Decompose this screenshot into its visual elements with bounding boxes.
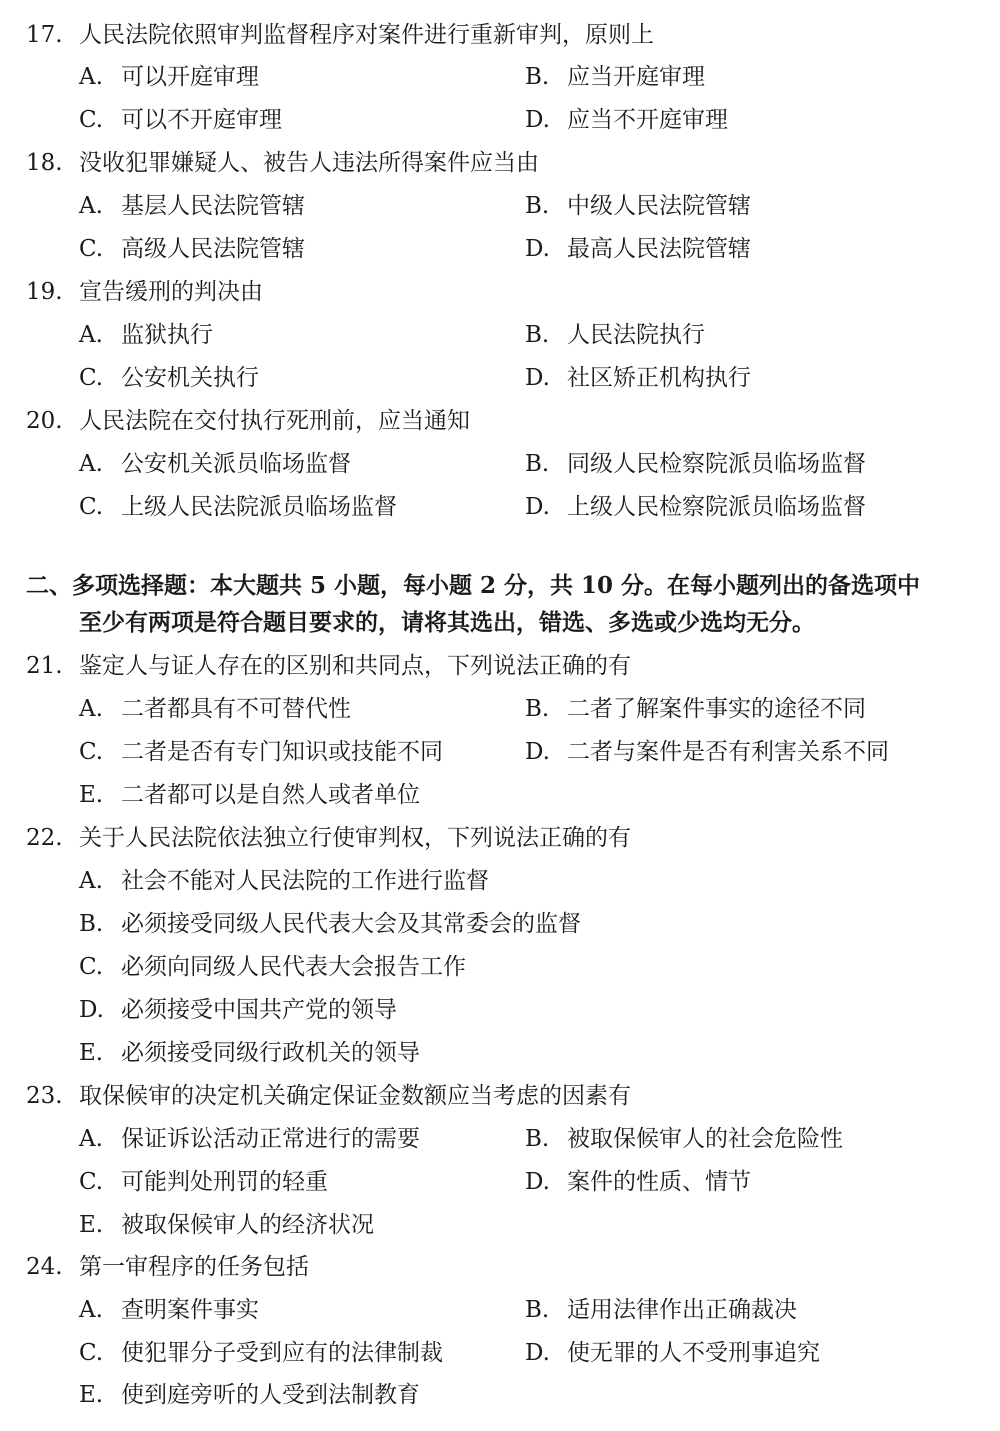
option-d: D. 最高人民法院管辖 (525, 236, 751, 262)
option-c: C. 上级人民法院派员临场监督 (79, 494, 397, 520)
section-two-instructions: 至少有两项是符合题目要求的，请将其选出，错选、多选或少选均无分。 (79, 609, 815, 636)
option-b: B. 同级人民检察院派员临场监督 (525, 451, 866, 477)
option-d: D. 使无罪的人不受刑事追究 (525, 1340, 820, 1366)
question-number: 23. (26, 1083, 63, 1109)
question-number: 24. (26, 1254, 63, 1280)
option-b: B. 适用法律作出正确裁决 (525, 1297, 797, 1323)
option-c: C. 二者是否有专门知识或技能不同 (79, 739, 443, 765)
option-c: C. 使犯罪分子受到应有的法律制裁 (79, 1340, 443, 1366)
option-b: B. 应当开庭审理 (525, 64, 705, 90)
question-text: 没收犯罪嫌疑人、被告人违法所得案件应当由 (79, 150, 539, 176)
option-d: D. 必须接受中国共产党的领导 (79, 997, 397, 1023)
question-number: 17. (26, 22, 63, 48)
option-e: E. 必须接受同级行政机关的领导 (79, 1040, 420, 1066)
option-d: D. 应当不开庭审理 (525, 107, 728, 133)
option-a: A. 公安机关派员临场监督 (79, 451, 351, 477)
question-text: 人民法院依照审判监督程序对案件进行重新审判，原则上 (79, 22, 654, 48)
option-a: A. 基层人民法院管辖 (79, 193, 305, 219)
option-b: B. 中级人民法院管辖 (525, 193, 751, 219)
option-e: E. 二者都可以是自然人或者单位 (79, 782, 420, 808)
question-number: 21. (26, 653, 63, 679)
option-c: C. 可能判处刑罚的轻重 (79, 1169, 328, 1195)
option-a: A. 监狱执行 (79, 322, 213, 348)
question-text: 宣告缓刑的判决由 (79, 279, 263, 305)
option-b: B. 人民法院执行 (525, 322, 705, 348)
question-number: 20. (26, 408, 63, 434)
option-d: D. 社区矫正机构执行 (525, 365, 751, 391)
option-b: B. 被取保候审人的社会危险性 (525, 1126, 843, 1152)
question-text: 人民法院在交付执行死刑前，应当通知 (79, 408, 470, 434)
question-number: 22. (26, 825, 63, 851)
question-number: 19. (26, 279, 63, 305)
option-b: B. 必须接受同级人民代表大会及其常委会的监督 (79, 911, 581, 937)
option-e: E. 被取保候审人的经济状况 (79, 1212, 374, 1238)
question-text: 鉴定人与证人存在的区别和共同点，下列说法正确的有 (79, 653, 631, 679)
question-number: 18. (26, 150, 63, 176)
option-b: B. 二者了解案件事实的途径不同 (525, 696, 866, 722)
question-text: 关于人民法院依法独立行使审判权，下列说法正确的有 (79, 825, 631, 851)
option-c: C. 必须向同级人民代表大会报告工作 (79, 954, 466, 980)
option-d: D. 上级人民检察院派员临场监督 (525, 494, 866, 520)
option-a: A. 保证诉讼活动正常进行的需要 (79, 1126, 420, 1152)
option-a: A. 社会不能对人民法院的工作进行监督 (79, 868, 489, 894)
question-text: 取保候审的决定机关确定保证金数额应当考虑的因素有 (79, 1083, 631, 1109)
section-two-heading: 二、多项选择题：本大题共 5 小题，每小题 2 分，共 10 分。在每小题列出的备选项中 (26, 572, 921, 599)
option-a: A. 可以开庭审理 (79, 64, 259, 90)
option-c: C. 公安机关执行 (79, 365, 259, 391)
option-c: C. 高级人民法院管辖 (79, 236, 305, 262)
option-c: C. 可以不开庭审理 (79, 107, 282, 133)
question-text: 第一审程序的任务包括 (79, 1254, 309, 1280)
option-a: A. 二者都具有不可替代性 (79, 696, 351, 722)
option-d: D. 案件的性质、情节 (525, 1169, 751, 1195)
option-d: D. 二者与案件是否有利害关系不同 (525, 739, 889, 765)
option-a: A. 查明案件事实 (79, 1297, 259, 1323)
option-e: E. 使到庭旁听的人受到法制教育 (79, 1382, 420, 1408)
